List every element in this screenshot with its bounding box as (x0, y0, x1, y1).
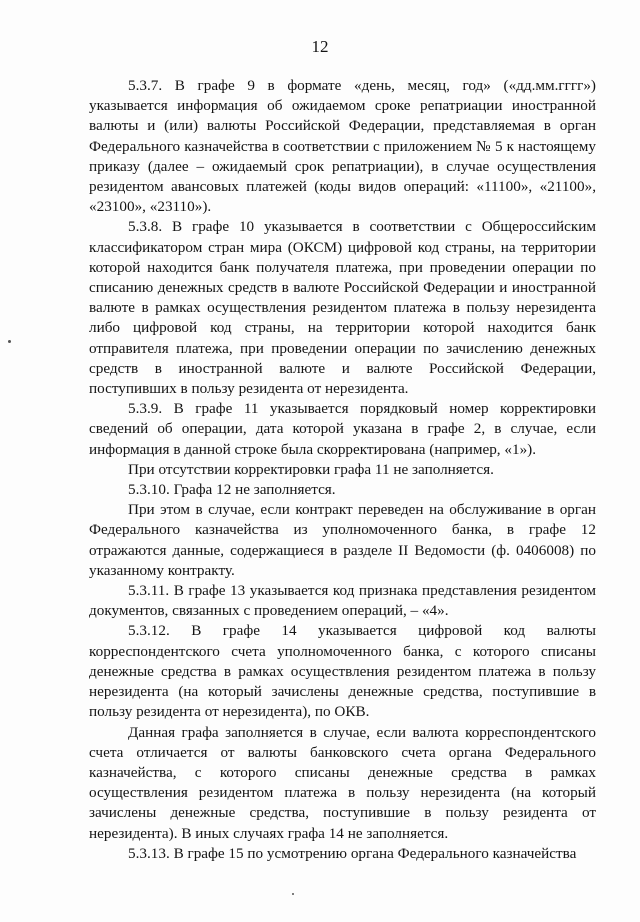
paragraph-5-3-13: 5.3.13. В графе 15 по усмотрению органа Федерального казначейства (128, 844, 577, 862)
scan-speck-left (8, 340, 11, 343)
paragraph-5-3-10: 5.3.10. Графа 12 не заполняется. (128, 481, 336, 499)
paragraph-5-3-8: 5.3.8. В графе 10 указывается в соответствии с Общероссийским классификатором стран мира (ОКСМ) цифровой код страны, на территории которой находится банк получателя платежа, при проведении операции по списанию денежных средств в валюте Российской Федерации и иностранной валюте в рамках осуществления резидентом платежа в пользу нерезидента либо цифровой код страны, на территории которой находится банк отправителя платежа, при проведении операции по зачислению денежных средств в иностранной валюте и валюте Российской Федерации, поступивших в пользу резидента от нерезидента. (89, 218, 596, 398)
paragraph-5-3-12: 5.3.12. В графе 14 указывается цифровой код валюты корреспондентского счета уполномоченного банка, с которого списаны денежные средства в рамках осуществления резидентом платежа в пользу нерезидента (на который зачислены денежные средства, поступившие в пользу резидента от нерезидента), по ОКВ. (89, 622, 596, 721)
page-number: 12 (311, 37, 329, 56)
paragraph-column-14-note: Данная графа заполняется в случае, если валюта корреспондентского счета отличается от валюты банковского счета органа Федерального казначейства, с которого списаны денежные средства в рамках осуществления резидентом платежа в пользу нерезидента (на который зачислены денежные средства, поступившие в пользу резидента от нерезидента). В иных случаях графа 14 не заполняется. (89, 723, 596, 842)
paragraph-5-3-11: 5.3.11. В графе 13 указывается код признака представления резидентом документов, связанных с проведением операций, – «4». (89, 582, 596, 620)
scan-speck-bottom (292, 893, 294, 895)
paragraph-5-3-7: 5.3.7. В графе 9 в формате «день, месяц, год» («дд.мм.гггг») указывается информация об ожидаемом сроке репатриации иностранной валюты и (или) валюты Российской Федерации, представляемая в орган Федерального казначейства в соответствии с приложением № 5 к настоящему приказу (далее – ожидаемый срок репатриации), в случае осуществления резидентом авансовых платежей (коды видов операций: «11100», «21100», «23100», «23110»). (89, 77, 596, 216)
paragraph-transfer-note: При этом в случае, если контракт переведен на обслуживание в орган Федерального казначейства из уполномоченного банка, в графе 12 отражаются данные, содержащиеся в разделе II Ведомости (ф. 0406008) по указанному контракту. (89, 501, 596, 579)
paragraph-no-correction: При отсутствии корректировки графа 11 не заполняется. (128, 460, 494, 478)
document-body (89, 76, 596, 864)
paragraph-5-3-9: 5.3.9. В графе 11 указывается порядковый номер корректировки сведений об операции, дата которой указана в графе 2, в случае, если информация в данной строке была скорректирована (например, «1»). (89, 400, 596, 458)
